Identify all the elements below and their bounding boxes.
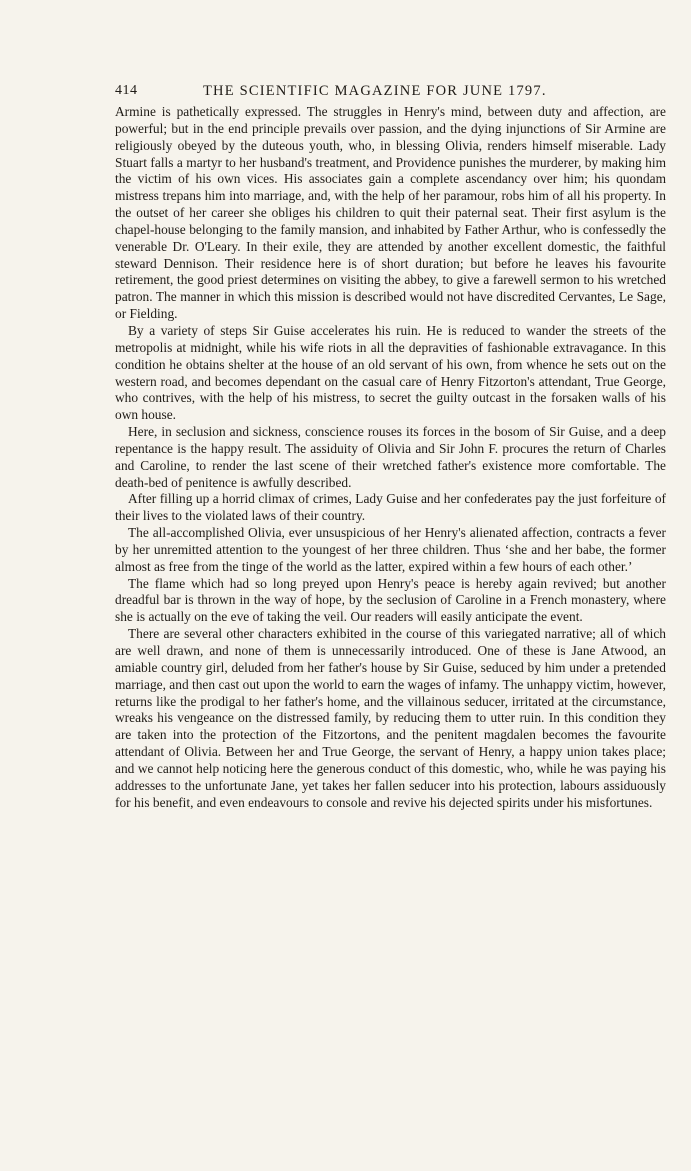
paragraph-7: There are several other characters exhibited in the course of this variegated narrative; all of which are well drawn, and none of them is unnecessarily introduced. One of these is Jane Atwood, an amiable country girl, deluded from her father's house by Sir Guise, seduced by him under a pretended marriage, and then cast out upon the world to earn the wages of infamy. The unhappy victim, however, returns like the prodigal to her father's home, and the villainous seducer, irritated at the circumstance, wreaks his vengeance on the distressed family, by reducing them to utter ruin. In this condition they are taken into the protection of the Fitzortons, and the penitent magdalen becomes the favourite attendant of Olivia. Between her and True George, the servant of Henry, a happy union takes place; and we cannot help noticing here the generous conduct of this domestic, who, while he was paying his addresses to the unfortunate Jane, yet takes her fallen seducer into his protection, labours assiduously for his benefit, and even endeavours to console and revive his dejected spirits under his misfortunes. [115, 626, 666, 810]
paragraph-4: After filling up a horrid climax of crimes, Lady Guise and her confederates pay the just forfeiture of their lives to the violated laws of their country. [115, 491, 666, 524]
article-body [115, 104, 666, 811]
page-header [115, 80, 666, 104]
page-number: 414 [115, 83, 138, 98]
paragraph-3: Here, in seclusion and sickness, conscience rouses its forces in the bosom of Sir Guise, and a deep repentance is the happy result. The assiduity of Olivia and Sir John F. procures the return of Charles and Caroline, to render the last scene of their wretched father's existence more comfortable. The death-bed of penitence is awfully described. [115, 424, 666, 490]
paragraph-5: The all-accomplished Olivia, ever unsuspicious of her Henry's alienated affection, contracts a fever by her unremitted attention to the youngest of her three children. Thus ‘she and her babe, the former almost as free from the tinge of the world as the latter, expired within a few hours of each other.’ [115, 525, 666, 574]
paragraph-6: The flame which had so long preyed upon Henry's peace is hereby again revived; but another dreadful bar is thrown in the way of hope, by the seclusion of Caroline in a French monastery, where she is actually on the eve of taking the veil. Our readers will easily anticipate the event. [115, 575, 666, 625]
paragraph-1: Armine is pathetically expressed. The struggles in Henry's mind, between duty and affection, are powerful; but in the end principle prevails over passion, and the dying injunctions of Sir Armine are religiously obeyed by the duteous youth, who, in blessing Olivia, renders himself miserable. Lady Stuart falls a martyr to her husband's treatment, and Providence punishes the murderer, by making him the victim of his own vices. His associates gain a complete ascendancy over him; his quondam mistress trepans him into marriage, and, with the help of her paramour, robs him of all his property. In the outset of her career she obliges his children to quit their paternal seat. Their first asylum is the chapel-house belonging to the family mansion, and inhabited by Father Arthur, who is confessedly the venerable Dr. O'Leary. In their exile, they are attended by another excellent domestic, the faithful steward Dennison. Their residence here is of short duration; but before he leaves his favourite retirement, the good priest determines on visiting the abbey, to give a farewell sermon to his wretched patron. The manner in which this mission is described would not have discredited Cervantes, Le Sage, or Fielding. [115, 104, 666, 322]
paragraph-2: By a variety of steps Sir Guise accelerates his ruin. He is reduced to wander the streets of the metropolis at midnight, while his wife riots in all the depravities of fashionable extravagance. In this condition he obtains shelter at the house of an old servant of his own, from whence he sets out on the western road, and becomes dependant on the casual care of Henry Fitzorton's attendant, True George, who contrives, with the help of his mistress, to secret the guilty outcast in the forsaken walls of his own house. [115, 322, 666, 423]
running-head: THE SCIENTIFIC MAGAZINE FOR JUNE 1797. [203, 83, 547, 99]
magazine-page [115, 80, 666, 811]
